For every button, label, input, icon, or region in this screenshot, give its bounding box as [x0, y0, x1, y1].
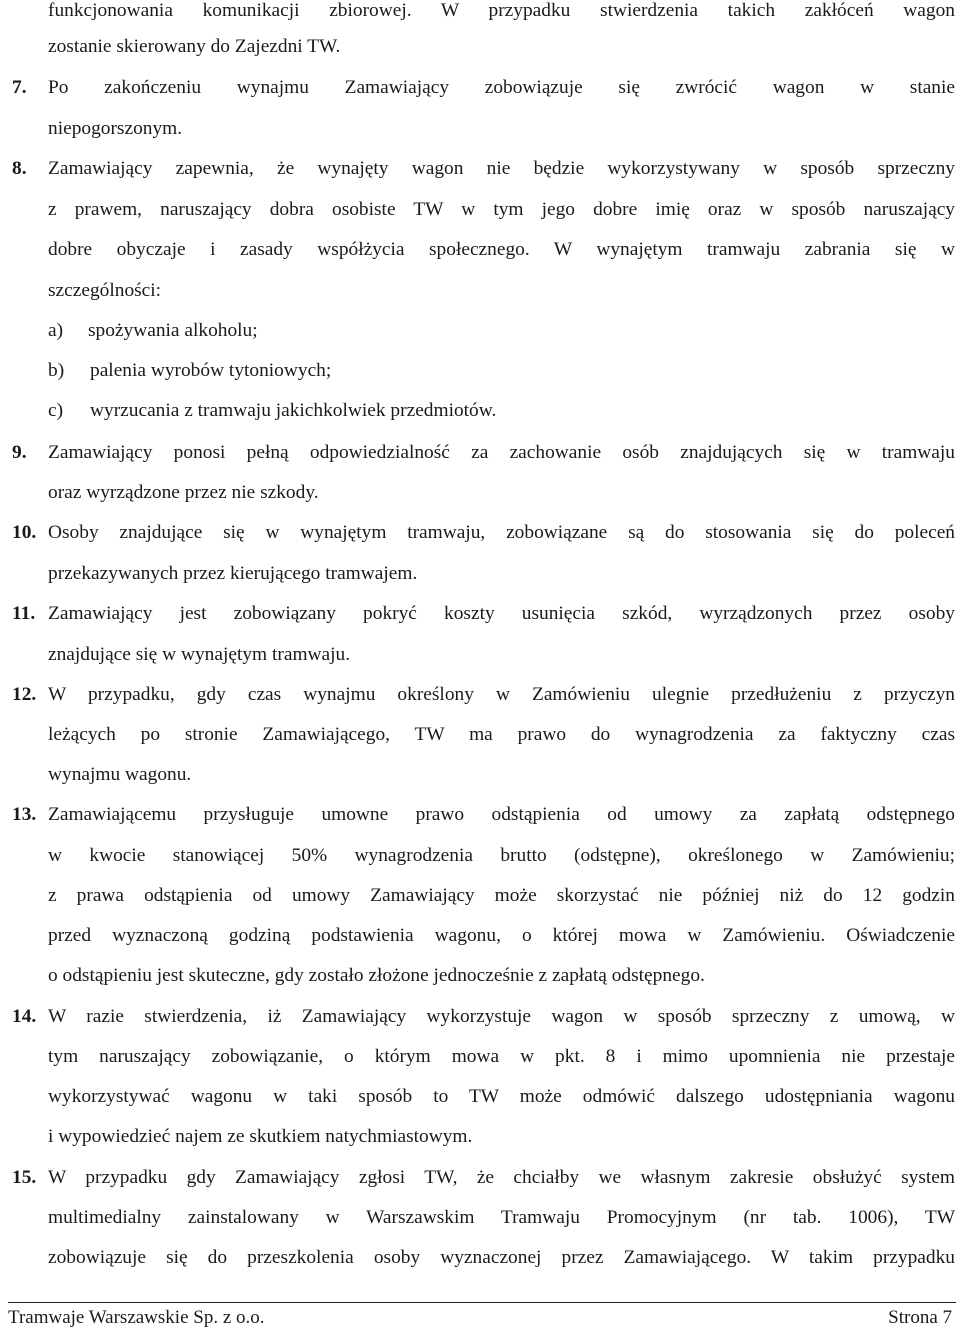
- item-13-number: 13.: [12, 804, 37, 825]
- item-12-number: 12.: [12, 684, 37, 705]
- item-8-sub-c-text: wyrzucania z tramwaju jakichkolwiek przedmiotów.: [90, 400, 497, 421]
- item-7-line-1: Po zakończeniu wynajmu Zamawiający zobowiązuje się zwrócić wagon w stanie: [48, 77, 955, 98]
- item-8-sub-b-label: b): [48, 360, 65, 381]
- item-8-sub-c-label: c): [48, 400, 64, 421]
- item-12-line-2: leżących po stronie Zamawiającego, TW ma prawo do wynagrodzenia za faktyczny czas: [48, 724, 955, 745]
- item-8-sub-b-text: palenia wyrobów tytoniowych;: [90, 360, 332, 381]
- item-13-line-5: o odstąpieniu jest skuteczne, gdy zostało złożone jednocześnie z zapłatą odstępnego.: [48, 965, 705, 986]
- item-10-line-2: przekazywanych przez kierującego tramwajem.: [48, 563, 418, 584]
- item-14-line-1: W razie stwierdzenia, iż Zamawiający wykorzystuje wagon w sposób sprzeczny z umową, w: [48, 1006, 955, 1027]
- item-14-line-4: i wypowiedzieć najem ze skutkiem natychmiastowym.: [48, 1126, 473, 1147]
- item-11-number: 11.: [12, 603, 36, 624]
- item-11-line-2: znajdujące się w wynajętym tramwaju.: [48, 644, 351, 665]
- item-9-number: 9.: [12, 442, 27, 463]
- item-8-line-4: szczególności:: [48, 280, 162, 301]
- item-9-line-1: Zamawiający ponosi pełną odpowiedzialność za zachowanie osób znajdujących się w tramwaju: [48, 442, 955, 463]
- item-13-line-4: przed wyznaczoną godziną podstawienia wagonu, o której mowa w Zamówieniu. Oświadczenie: [48, 925, 955, 946]
- item-12-line-1: W przypadku, gdy czas wynajmu określony w Zamówieniu ulegnie przedłużeniu z przyczyn: [48, 684, 955, 705]
- item-14-line-2: tym naruszający zobowiązanie, o którym mowa w pkt. 8 i mimo upomnienia nie przestaje: [48, 1046, 955, 1067]
- item-13-line-1: Zamawiającemu przysługuje umowne prawo odstąpienia od umowy za zapłatą odstępnego: [48, 804, 955, 825]
- item-10-line-1: Osoby znajdujące się w wynajętym tramwaju, zobowiązane są do stosowania się do poleceń: [48, 522, 955, 543]
- item-8-line-1: Zamawiający zapewnia, że wynajęty wagon nie będzie wykorzystywany w sposób sprzeczny: [48, 158, 955, 179]
- item-9-line-2: oraz wyrządzone przez nie szkody.: [48, 482, 319, 503]
- item-8-line-2: z prawem, naruszający dobra osobiste TW w tym jego dobre imię oraz w sposób naruszający: [48, 199, 955, 220]
- item-7-line-2: niepogorszonym.: [48, 118, 183, 139]
- item-15-number: 15.: [12, 1167, 37, 1188]
- item-8-number: 8.: [12, 158, 27, 179]
- footer-company: Tramwaje Warszawskie Sp. z o.o.: [8, 1307, 265, 1328]
- item-14-line-3: wykorzystywać wagonu w taki sposób to TW może odmówić dalszego udostępniania wagonu: [48, 1086, 955, 1107]
- intro-line-1: funkcjonowania komunikacji zbiorowej. W przypadku stwierdzenia takich zakłóceń wagon: [48, 0, 955, 21]
- intro-line-2: zostanie skierowany do Zajezdni TW.: [48, 36, 341, 57]
- item-15-line-1: W przypadku gdy Zamawiający zgłosi TW, że chciałby we własnym zakresie obsłużyć system: [48, 1167, 955, 1188]
- footer-page-number: Strona 7: [888, 1307, 952, 1328]
- item-14-number: 14.: [12, 1006, 37, 1027]
- item-8-sub-a-text: spożywania alkoholu;: [88, 320, 258, 341]
- item-11-line-1: Zamawiający jest zobowiązany pokryć koszty usunięcia szkód, wyrządzonych przez osoby: [48, 603, 955, 624]
- item-15-line-2: multimedialny zainstalowany w Warszawskim Tramwaju Promocyjnym (nr tab. 1006), TW: [48, 1207, 955, 1228]
- footer-divider: [8, 1302, 956, 1303]
- item-7-number: 7.: [12, 77, 27, 98]
- item-13-line-3: z prawa odstąpienia od umowy Zamawiający może skorzystać nie później niż do 12 godzin: [48, 885, 955, 906]
- item-12-line-3: wynajmu wagonu.: [48, 764, 192, 785]
- item-13-line-2: w kwocie stanowiącej 50% wynagrodzenia brutto (odstępne), określonego w Zamówieniu;: [48, 845, 955, 866]
- item-15-line-3: zobowiązuje się do przeszkolenia osoby wyznaczonej przez Zamawiającego. W takim przypadku: [48, 1247, 955, 1268]
- item-8-line-3: dobre obyczaje i zasady współżycia społecznego. W wynajętym tramwaju zabrania się w: [48, 239, 955, 260]
- item-8-sub-a-label: a): [48, 320, 64, 341]
- item-10-number: 10.: [12, 522, 37, 543]
